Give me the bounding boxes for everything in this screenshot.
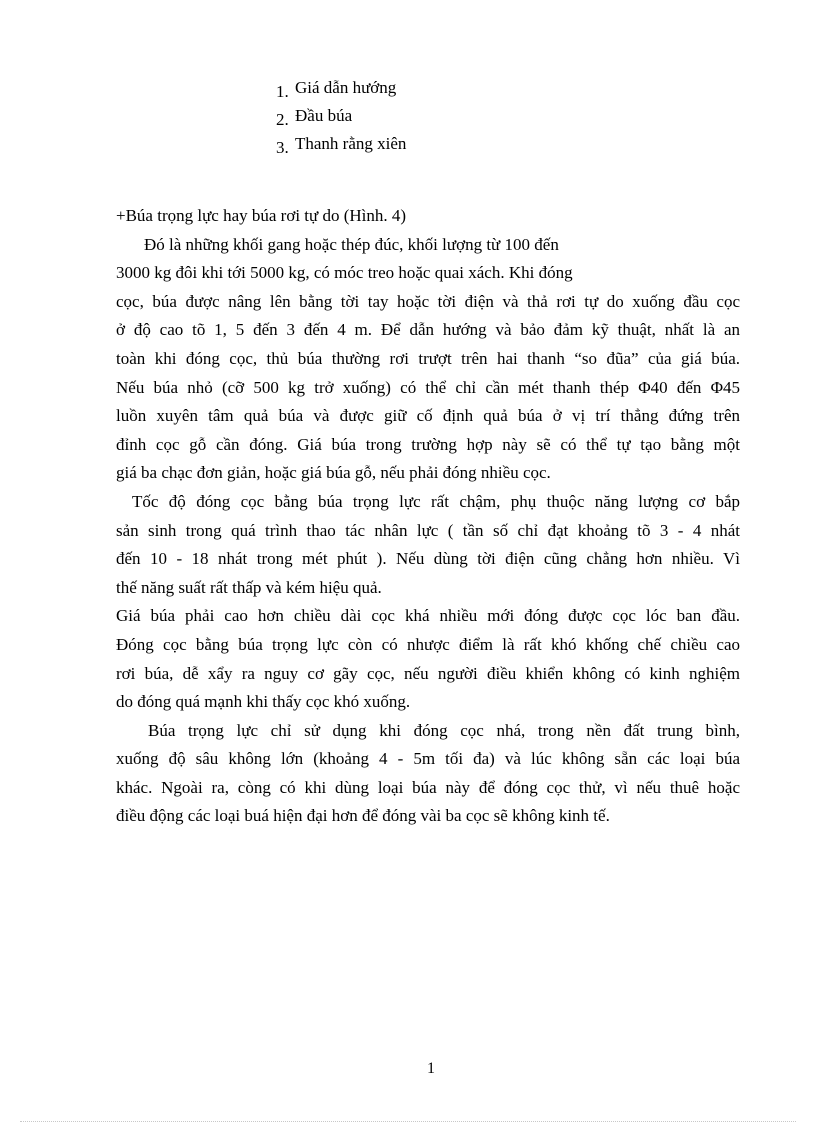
list-item-text: Đầu búa [295, 106, 353, 125]
paragraph-4 [116, 717, 740, 831]
paragraph-line: Nếu búa nhỏ (cỡ 500 kg trở xuống) có thể chỉ cần mét thanh thép Φ40 đến Φ45 [116, 377, 740, 397]
list-item-text: Thanh rằng xiên [295, 134, 407, 153]
section-heading: +Búa trọng lực hay búa rơi tự do (Hình. 4) [116, 206, 407, 225]
list-number: 1. [276, 82, 289, 101]
paragraph-line: thế năng suất rất thấp và kém hiệu quả. [116, 577, 382, 597]
paragraph-line: đến 10 - 18 nhát trong mét phút ). Nếu dùng tời điện cũng chẳng hơn nhiều. Vì [116, 549, 740, 569]
paragraph-line: xuống độ sâu không lớn (khoảng 4 - 5m tối đa) và lúc không sẵn các loại búa [116, 749, 740, 769]
paragraph-line: Búa trọng lực chỉ sử dụng khi đóng cọc nhá, trong nền đất trung bình, [148, 720, 740, 740]
list-number: 3. [276, 138, 289, 157]
paragraph-line: giá ba chạc đơn giản, hoặc giá búa gỗ, nếu phải đóng nhiều cọc. [116, 463, 551, 483]
paragraph-line: sản sinh trong quá trình thao tác nhân lực ( tần số chỉ đạt khoảng tõ 3 - 4 nhát [116, 520, 740, 540]
list-item [276, 102, 406, 130]
paragraph-3 [116, 602, 740, 716]
paragraph-line: rơi búa, dễ xẩy ra nguy cơ gãy cọc, nếu người điều khiển không có kinh nghiệm [116, 663, 740, 683]
paragraph-line: ở độ cao tõ 1, 5 đến 3 đến 4 m. Để dẫn hướng và bảo đảm kỹ thuật, nhất là an [116, 320, 740, 340]
paragraph-line: Đóng cọc bằng búa trọng lực còn có nhược điểm là rất khó khống chế chiều cao [116, 634, 740, 654]
paragraph-line: cọc, búa được nâng lên bằng tời tay hoặc tời điện và thả rơi tự do xuống đầu cọc [116, 291, 740, 311]
paragraph-line: đỉnh cọc gỗ cần đóng. Giá búa trong trường hợp này sẽ có thể tự tạo bằng một [116, 434, 740, 454]
body-text [116, 202, 740, 831]
paragraph-line: Đó là những khối gang hoặc thép đúc, khối lượng từ 100 đến [144, 234, 559, 254]
paragraph-line: khác. Ngoài ra, còng có khi dùng loại búa này để đóng cọc thử, vì nếu thuê hoặc [116, 777, 740, 797]
page-bottom-divider [20, 1121, 796, 1122]
list-number: 2. [276, 110, 289, 129]
list-item [276, 74, 406, 102]
paragraph-1 [116, 231, 740, 488]
numbered-list [276, 74, 406, 158]
paragraph-line: luồn xuyên tâm quả búa và được giữ cố định quả búa ở vị trí thẳng đứng trên [116, 406, 740, 426]
paragraph-line: 3000 kg đôi khi tới 5000 kg, có móc treo hoặc quai xách. Khi đóng [116, 263, 573, 283]
paragraph-line: Giá búa phải cao hơn chiều dài cọc khá nhiều mới đóng được cọc lóc ban đầu. [116, 606, 740, 626]
list-item [276, 130, 406, 158]
paragraph-line: điều động các loại buá hiện đại hơn để đóng vài ba cọc sẽ không kinh tế. [116, 806, 610, 826]
list-item-text: Giá dẫn hướng [295, 78, 397, 97]
paragraph-line: do đóng quá mạnh khi thấy cọc khó xuống. [116, 692, 411, 712]
paragraph-2 [116, 488, 740, 602]
paragraph-line: Tốc độ đóng cọc bằng búa trọng lực rất chậm, phụ thuộc năng lượng cơ bắp [132, 491, 740, 511]
paragraph-line: toàn khi đóng cọc, thủ búa thường rơi trượt trên hai thanh “so đũa” của giá búa. [116, 348, 740, 368]
page-number: 1 [427, 1060, 435, 1077]
